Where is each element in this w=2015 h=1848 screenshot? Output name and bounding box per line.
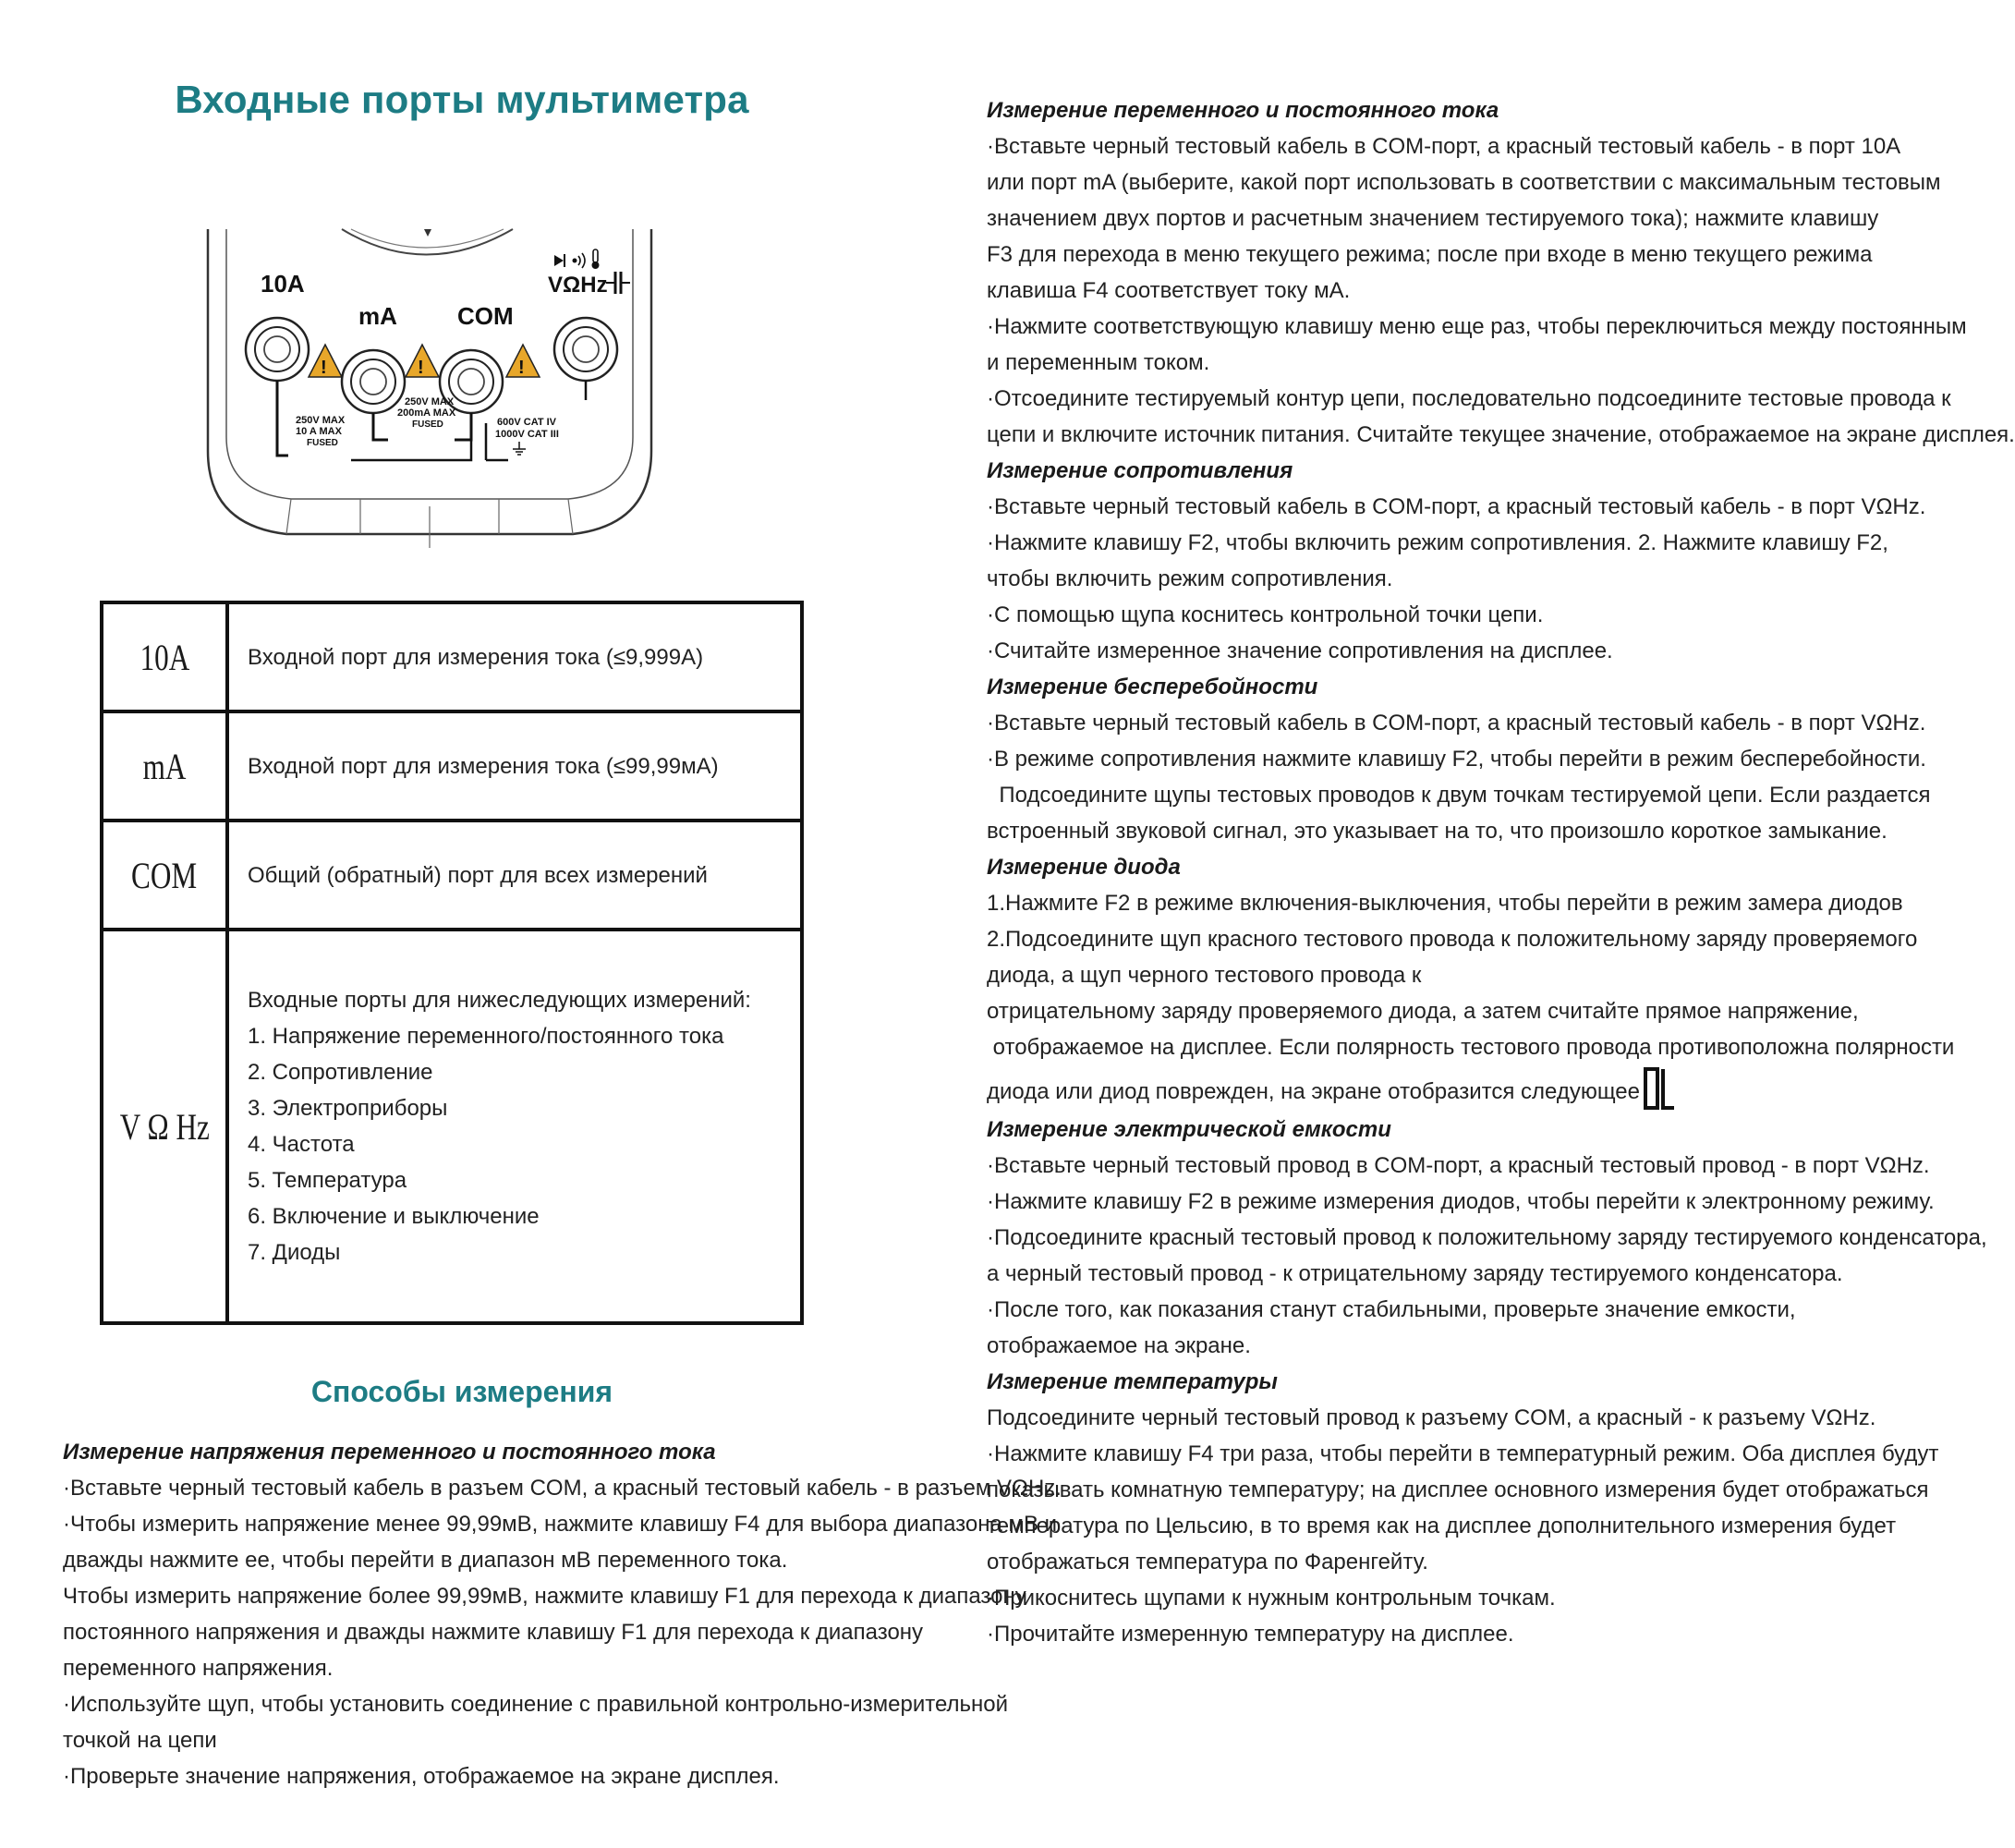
list-item: 3. Электроприборы xyxy=(248,1096,448,1121)
text-line: Подсоедините щупы тестовых проводов к двум точкам тестируемой цепи. Если раздается xyxy=(987,783,1931,808)
text-line: отображаться температура по Фаренгейту. xyxy=(987,1550,1428,1574)
multimeter-illustration xyxy=(203,229,656,548)
diode-beep-thermo-icon xyxy=(554,249,600,269)
text-line: ·Вставьте черный тестовый провод в COM-порт, а красный тестовый провод - в порт VΩHz. xyxy=(987,1153,1930,1178)
left-column xyxy=(63,1434,1062,1794)
text-line: ·Вставьте черный тестовый кабель в разъем COM, а красный тестовый кабель - в разъем VΩHz. xyxy=(63,1476,1062,1501)
temperature-heading: Измерение температуры xyxy=(987,1369,1278,1394)
svg-text:!: ! xyxy=(418,358,424,378)
warning-icon xyxy=(506,345,540,378)
rating-ma-line3: FUSED xyxy=(412,419,443,430)
jack-10a[interactable] xyxy=(246,318,309,381)
text-line: диода, а щуп черного тестового провода к xyxy=(987,963,1422,988)
text-line: ·Нажмите соответствующую клавишу меню еще раз, чтобы переключиться между постоянным xyxy=(987,314,1967,339)
text-line: Подсоедините черный тестовый провод к разъему COM, а красный - к разъему VΩHz. xyxy=(987,1405,1876,1430)
port-description: Общий (обратный) порт для всех измерений xyxy=(227,821,802,930)
table-row xyxy=(102,602,802,711)
text-line-content: диода или диод поврежден, на экране отобразится следующее xyxy=(987,1079,1640,1104)
text-line: ·Вставьте черный тестовый кабель в COM-порт, а красный тестовый кабель - в порт VΩHz. xyxy=(987,494,1926,519)
right-column xyxy=(987,92,2015,1652)
text-line: ·В режиме сопротивления нажмите клавишу F2, чтобы перейти в режим бесперебойности. xyxy=(987,747,1926,772)
port-description: Входной порт для измерения тока (≤9,999A) xyxy=(227,602,802,711)
text-line: чтобы включить режим сопротивления. xyxy=(987,566,1393,591)
text-line: отображаемое на дисплее. Если полярность тестового провода противоположна полярности xyxy=(987,1035,1955,1060)
overload-ol-icon xyxy=(1644,1065,1675,1112)
text-line: ·Чтобы измерить напряжение менее 99,99мВ, нажмите клавишу F4 для выбора диапазона мВ и xyxy=(63,1512,1058,1537)
svg-text:!: ! xyxy=(321,358,327,378)
table-row xyxy=(102,711,802,821)
port-symbol: mA xyxy=(102,711,227,821)
text-line: ·Используйте щуп, чтобы установить соединение с правильной контрольно-измерительной xyxy=(63,1692,1009,1717)
warning-icon xyxy=(309,345,342,378)
text-line: ·Нажмите клавишу F2 в режиме измерения диодов, чтобы перейти к электронному режиму. xyxy=(987,1189,1935,1214)
svg-text:!: ! xyxy=(518,358,525,378)
text-line: точкой на цепи xyxy=(63,1728,217,1753)
port-label-ma: mA xyxy=(358,302,397,330)
port-symbol: 10A xyxy=(102,602,227,711)
text-line: 2.Подсоедините щуп красного тестового провода к положительному заряду проверяемого xyxy=(987,927,1918,952)
text-line: дважды нажмите ее, чтобы перейти в диапазон мВ переменного тока. xyxy=(63,1548,788,1573)
diode-heading: Измерение диода xyxy=(987,855,1181,880)
jack-ma[interactable] xyxy=(342,350,405,413)
text-line: ·Нажмите клавишу F4 три раза, чтобы перейти в температурный режим. Оба дисплея будут xyxy=(987,1441,1939,1466)
rating-ma-line1: 250V MAX xyxy=(405,396,455,407)
list-item: 6. Включение и выключение xyxy=(248,1204,540,1229)
port-label-com: COM xyxy=(457,302,514,330)
ports-table xyxy=(100,601,804,1325)
text-line: значением двух портов и расчетным значением тестируемого тока); нажмите клавишу xyxy=(987,206,1879,231)
text-line: ·Отсоедините тестируемый контур цепи, последовательно подсоедините тестовые провода к xyxy=(987,386,1951,411)
text-line: показывать комнатную температуру; на дисплее основного измерения будет отображаться xyxy=(987,1477,1929,1502)
text-line: F3 для перехода в меню текущего режима; после при входе в меню текущего режима xyxy=(987,242,1873,267)
port-description: Входной порт для измерения тока (≤99,99мА) xyxy=(227,711,802,821)
text-line: ·Прикоснитесь щупами к нужным контрольным точкам. xyxy=(987,1586,1556,1611)
table-row xyxy=(102,930,802,1323)
current-heading: Измерение переменного и постоянного тока xyxy=(987,98,1499,123)
list-item: 7. Диоды xyxy=(248,1240,341,1265)
port-label-10a: 10A xyxy=(261,270,305,298)
port-symbol: COM xyxy=(102,821,227,930)
text-line: ·После того, как показания станут стабильными, проверьте значение емкости, xyxy=(987,1297,1796,1322)
text-line: 1.Нажмите F2 в режиме включения-выключения, чтобы перейти в режим замера диодов xyxy=(987,891,1903,916)
section-title: Способы измерения xyxy=(310,1375,613,1408)
text-line: ·С помощью щупа коснитесь контрольной точки цепи. xyxy=(987,602,1544,627)
rating-v-line2: 1000V CAT III xyxy=(495,429,559,440)
list-item: 2. Сопротивление xyxy=(248,1060,433,1085)
text-line: Чтобы измерить напряжение более 99,99мВ, нажмите клавишу F1 для перехода к диапазону xyxy=(63,1584,1026,1609)
capacitance-heading: Измерение электрической емкости xyxy=(987,1117,1391,1142)
list-item: 4. Частота xyxy=(248,1132,355,1157)
measurement-list xyxy=(248,1018,799,1270)
multimeter-ports-diagram xyxy=(203,229,656,548)
text-line: или порт mA (выберите, какой порт использовать в соответствии с максимальным тестовым xyxy=(987,170,1941,195)
continuity-heading: Измерение бесперебойности xyxy=(987,675,1318,699)
port-label-vohz: VΩHz xyxy=(548,273,608,298)
table-row xyxy=(102,821,802,930)
port-description-intro: Входные порты для нижеследующих измерений: xyxy=(248,988,751,1013)
text-line: отображаемое на экране. xyxy=(987,1333,1251,1358)
page-title: Входные порты мультиметра xyxy=(175,78,749,121)
text-line: клавиша F4 соответствует току мА. xyxy=(987,278,1351,303)
text-line: температура по Цельсию, в то время как на дисплее дополнительного измерения будет xyxy=(987,1514,1897,1538)
rating-10a-line2: 10 A MAX xyxy=(296,426,342,437)
text-line: переменного напряжения. xyxy=(63,1656,334,1681)
text-line: ·Считайте измеренное значение сопротивления на дисплее. xyxy=(987,638,1613,663)
text-line: отрицательному заряду проверяемого диода, а затем считайте прямое напряжение, xyxy=(987,999,1859,1024)
list-item: 5. Температура xyxy=(248,1168,407,1193)
capacitor-icon xyxy=(606,272,630,294)
text-line: встроенный звуковой сигнал, это указывает на то, что произошло короткое замыкание. xyxy=(987,819,1888,844)
text-line: ·Вставьте черный тестовый кабель в COM-порт, а красный тестовый кабель - в порт VΩHz. xyxy=(987,711,1926,736)
port-symbol: V Ω Hz xyxy=(102,930,227,1323)
text-line: ·Прочитайте измеренную температуру на дисплее. xyxy=(987,1622,1514,1647)
port-description xyxy=(227,930,802,1323)
rating-v-line1: 600V CAT IV xyxy=(497,417,556,428)
rating-10a-line3: FUSED xyxy=(307,438,338,448)
warning-icon xyxy=(406,345,439,378)
resistance-heading: Измерение сопротивления xyxy=(987,458,1293,483)
jack-vohz[interactable] xyxy=(554,318,617,381)
text-line xyxy=(987,1065,1837,1112)
rating-ma-line2: 200mA MAX xyxy=(397,407,456,419)
rating-10a-line1: 250V MAX xyxy=(296,415,346,426)
text-line: ·Нажмите клавишу F2, чтобы включить режим сопротивления. 2. Нажмите клавишу F2, xyxy=(987,530,1888,555)
text-line: постоянного напряжения и дважды нажмите клавишу F1 для перехода к диапазону xyxy=(63,1620,924,1645)
ground-icon xyxy=(513,442,526,455)
text-line: ·Проверьте значение напряжения, отображаемое на экране дисплея. xyxy=(63,1764,780,1789)
text-line: а черный тестовый провод - к отрицательному заряду тестируемого конденсатора. xyxy=(987,1261,1843,1286)
text-line: цепи и включите источник питания. Считайте текущее значение, отображаемое на экране дисплея. xyxy=(987,422,2015,447)
list-item: 1. Напряжение переменного/постоянного тока xyxy=(248,1024,724,1049)
text-line: ·Вставьте черный тестовый кабель в COM-порт, а красный тестовый кабель - в порт 10A xyxy=(987,134,1901,159)
text-line: и переменным током. xyxy=(987,350,1210,375)
voltage-heading: Измерение напряжения переменного и постоянного тока xyxy=(63,1440,716,1465)
text-line: ·Подсоедините красный тестовый провод к положительному заряду тестируемого конденсатора, xyxy=(987,1225,1987,1250)
